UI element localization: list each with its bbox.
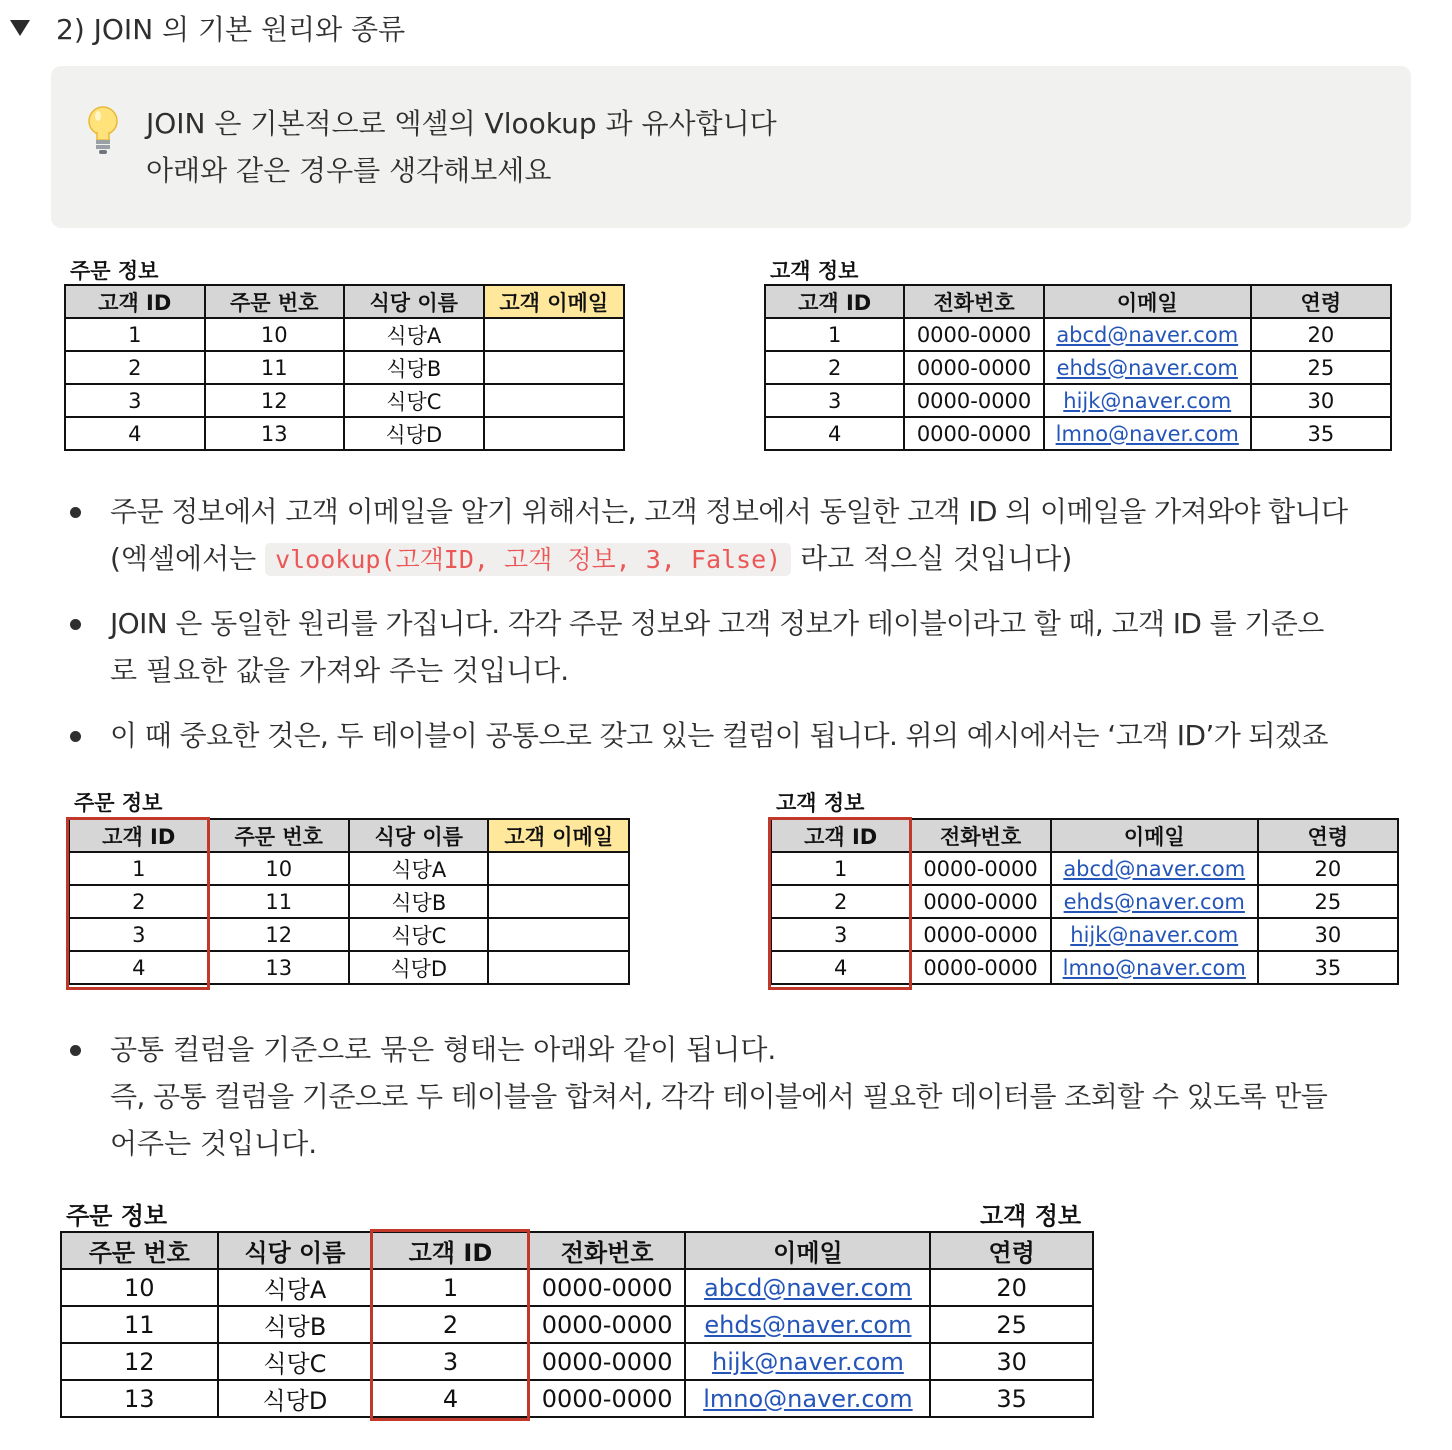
table-row <box>771 951 1398 984</box>
table-row <box>765 417 1391 450</box>
cell <box>488 885 629 918</box>
orders-table-keyed <box>68 818 630 985</box>
col-header: 연령 <box>1258 819 1398 852</box>
cell: 12 <box>209 918 350 951</box>
cell <box>685 1380 930 1417</box>
email-link[interactable]: ehds@naver.com <box>1063 889 1245 914</box>
toggle-heading[interactable] <box>10 8 405 48</box>
bullet-item <box>70 712 1420 759</box>
cell: 2 <box>65 351 205 384</box>
table-header-row <box>69 819 629 852</box>
cell: 11 <box>61 1306 218 1343</box>
col-header: 이메일 <box>1044 285 1251 318</box>
cell: 10 <box>205 318 345 351</box>
table-header-row <box>771 819 1398 852</box>
bullet-text <box>110 1026 1420 1167</box>
table-row <box>61 1380 1093 1417</box>
cell: 25 <box>1258 885 1398 918</box>
col-header: 고객 ID <box>372 1232 529 1269</box>
cell <box>685 1306 930 1343</box>
cell: 0000-0000 <box>529 1306 686 1343</box>
cell: 0000-0000 <box>529 1343 686 1380</box>
joined-table <box>60 1231 1094 1418</box>
cell <box>1051 918 1258 951</box>
bullet-dot <box>70 1045 81 1056</box>
table-row <box>771 885 1398 918</box>
cell: 2 <box>765 351 904 384</box>
cell: 식당C <box>344 384 483 417</box>
customers-table-keyed <box>770 818 1399 985</box>
email-link[interactable]: ehds@naver.com <box>1056 355 1238 380</box>
table-header-row <box>765 285 1391 318</box>
cell <box>488 852 629 885</box>
cell: 20 <box>1258 852 1398 885</box>
toggle-triangle-icon[interactable] <box>10 20 30 36</box>
email-link[interactable]: hijk@naver.com <box>711 1347 904 1376</box>
col-header: 식당 이름 <box>218 1232 373 1269</box>
cell: 3 <box>372 1343 529 1380</box>
cell: 1 <box>771 852 910 885</box>
cell: 식당C <box>349 918 488 951</box>
email-link[interactable]: ehds@naver.com <box>704 1310 912 1339</box>
joined-caption-left: 주문 정보 <box>66 1202 168 1230</box>
cell: 식당D <box>349 951 488 984</box>
table-row <box>771 852 1398 885</box>
table-row <box>69 852 629 885</box>
cell: 식당A <box>344 318 483 351</box>
cell <box>488 918 629 951</box>
cell: 식당B <box>344 351 483 384</box>
cell: 2 <box>771 885 910 918</box>
cell <box>1044 351 1251 384</box>
bullet-dot <box>70 731 81 742</box>
cell: 35 <box>930 1380 1093 1417</box>
email-link[interactable]: abcd@naver.com <box>1056 322 1239 347</box>
col-header: 전화번호 <box>529 1232 686 1269</box>
cell: 4 <box>65 417 205 450</box>
cell: 20 <box>1251 318 1391 351</box>
cell: 식당D <box>218 1380 373 1417</box>
cell: 4 <box>372 1380 529 1417</box>
table-row <box>765 351 1391 384</box>
cell: 30 <box>1258 918 1398 951</box>
bullet-pre: (엑셀에서는 <box>110 542 257 575</box>
cell: 0000-0000 <box>904 417 1044 450</box>
cell: 식당A <box>218 1269 373 1306</box>
col-header-highlight: 고객 이메일 <box>484 285 625 318</box>
col-header: 전화번호 <box>910 819 1051 852</box>
cell: 10 <box>209 852 350 885</box>
cell: 4 <box>771 951 910 984</box>
toggle-title: 2) JOIN 의 기본 원리와 종류 <box>56 13 406 46</box>
col-header: 식당 이름 <box>344 285 483 318</box>
inline-code: vlookup(고객ID, 고객 정보, 3, False) <box>265 543 791 576</box>
bullet-line: 로 필요한 값을 가져와 주는 것입니다. <box>110 654 570 687</box>
cell: 1 <box>372 1269 529 1306</box>
bullet-item <box>70 600 1420 694</box>
cell <box>484 384 625 417</box>
cell <box>1051 852 1258 885</box>
table-row <box>65 351 624 384</box>
cell: 3 <box>771 918 910 951</box>
cell: 4 <box>765 417 904 450</box>
cell <box>488 951 629 984</box>
cell: 10 <box>61 1269 218 1306</box>
bullet-dot <box>70 619 81 630</box>
cell: 12 <box>205 384 345 417</box>
cell <box>685 1269 930 1306</box>
cell: 3 <box>65 384 205 417</box>
cell <box>1044 384 1251 417</box>
cell: 30 <box>1251 384 1391 417</box>
col-header: 주문 번호 <box>205 285 345 318</box>
bullet-post: 라고 적으실 것입니다) <box>800 542 1073 575</box>
orders-caption: 주문 정보 <box>70 259 159 283</box>
cell <box>685 1343 930 1380</box>
cell: 11 <box>209 885 350 918</box>
cell: 0000-0000 <box>904 351 1044 384</box>
col-header: 고객 ID <box>771 819 910 852</box>
col-header: 주문 번호 <box>61 1232 218 1269</box>
bullet-item <box>70 488 1420 582</box>
bullet-text <box>110 712 1420 759</box>
bullet-text <box>110 488 1420 583</box>
table-row <box>765 384 1391 417</box>
table-row <box>61 1269 1093 1306</box>
table-row <box>69 951 629 984</box>
cell <box>1044 318 1251 351</box>
cell: 12 <box>61 1343 218 1380</box>
cell <box>484 417 625 450</box>
bullet-line <box>110 535 1420 583</box>
cell: 3 <box>69 918 209 951</box>
table-row <box>65 417 624 450</box>
cell: 식당D <box>344 417 483 450</box>
customers-table <box>764 284 1392 451</box>
col-header: 고객 ID <box>69 819 209 852</box>
table-row <box>61 1306 1093 1343</box>
bullet-line: 즉, 공통 컬럼을 기준으로 두 테이블을 합쳐서, 각각 테이블에서 필요한 데이터를 조회할 수 있도록 만들 <box>110 1080 1328 1113</box>
col-header: 고객 ID <box>65 285 205 318</box>
callout <box>51 66 1411 228</box>
cell: 13 <box>205 417 345 450</box>
table-row <box>69 885 629 918</box>
bullet-line: JOIN 은 동일한 원리를 가집니다. 각각 주문 정보와 고객 정보가 테이블이라고 할 때, 고객 ID 를 기준으 <box>110 607 1324 640</box>
callout-line-1: JOIN 은 기본적으로 엑셀의 Vlookup 과 유사합니다 <box>146 107 777 140</box>
customers-caption: 고객 정보 <box>770 259 859 283</box>
email-link[interactable]: hijk@naver.com <box>1063 388 1232 413</box>
cell: 4 <box>69 951 209 984</box>
bullet-line: 공통 컬럼을 기준으로 묶은 형태는 아래와 같이 됩니다. <box>110 1033 777 1066</box>
email-link[interactable]: abcd@naver.com <box>704 1273 912 1302</box>
table-header-row <box>65 285 624 318</box>
bullet-line: 어주는 것입니다. <box>110 1127 318 1160</box>
cell: 식당B <box>349 885 488 918</box>
bullet-text <box>110 600 1420 694</box>
email-link[interactable]: lmno@naver.com <box>1055 421 1239 446</box>
cell: 0000-0000 <box>904 318 1044 351</box>
cell: 13 <box>209 951 350 984</box>
orders-caption-2: 주문 정보 <box>74 791 163 815</box>
callout-line-2: 아래와 같은 경우를 생각해보세요 <box>146 154 552 187</box>
cell: 0000-0000 <box>910 852 1051 885</box>
cell: 0000-0000 <box>529 1269 686 1306</box>
cell: 13 <box>61 1380 218 1417</box>
table-row <box>61 1343 1093 1380</box>
lightbulb-icon <box>85 104 121 158</box>
col-header: 이메일 <box>1051 819 1258 852</box>
table-row <box>771 918 1398 951</box>
email-link[interactable]: hijk@naver.com <box>1070 922 1239 947</box>
col-header: 식당 이름 <box>349 819 488 852</box>
cell: 30 <box>930 1343 1093 1380</box>
table-header-row <box>61 1232 1093 1269</box>
col-header: 주문 번호 <box>209 819 350 852</box>
cell: 11 <box>205 351 345 384</box>
cell: 0000-0000 <box>910 951 1051 984</box>
cell: 35 <box>1251 417 1391 450</box>
cell <box>1051 951 1258 984</box>
customers-caption-2: 고객 정보 <box>776 791 865 815</box>
cell: 0000-0000 <box>529 1380 686 1417</box>
table-row <box>65 384 624 417</box>
cell: 0000-0000 <box>904 384 1044 417</box>
bullet-dot <box>70 507 81 518</box>
cell: 35 <box>1258 951 1398 984</box>
email-link[interactable]: lmno@naver.com <box>703 1384 913 1413</box>
cell <box>1044 417 1251 450</box>
cell: 1 <box>69 852 209 885</box>
cell: 식당A <box>349 852 488 885</box>
col-header: 연령 <box>930 1232 1093 1269</box>
col-header: 고객 ID <box>765 285 904 318</box>
cell: 0000-0000 <box>910 885 1051 918</box>
cell: 0000-0000 <box>910 918 1051 951</box>
joined-caption-right: 고객 정보 <box>980 1202 1082 1230</box>
email-link[interactable]: lmno@naver.com <box>1062 955 1246 980</box>
col-header: 전화번호 <box>904 285 1044 318</box>
col-header: 이메일 <box>685 1232 930 1269</box>
cell: 1 <box>65 318 205 351</box>
cell: 2 <box>69 885 209 918</box>
cell: 1 <box>765 318 904 351</box>
orders-table <box>64 284 625 451</box>
cell: 2 <box>372 1306 529 1343</box>
cell: 식당B <box>218 1306 373 1343</box>
cell: 식당C <box>218 1343 373 1380</box>
bullet-line: 이 때 중요한 것은, 두 테이블이 공통으로 갖고 있는 컬럼이 됩니다. 위의 예시에서는 ‘고객 ID’가 되겠죠 <box>110 719 1328 752</box>
cell: 25 <box>930 1306 1093 1343</box>
col-header-highlight: 고객 이메일 <box>488 819 629 852</box>
bullet-item <box>70 1026 1420 1167</box>
cell: 3 <box>765 384 904 417</box>
table-row <box>65 318 624 351</box>
cell <box>1051 885 1258 918</box>
table-row <box>765 318 1391 351</box>
col-header: 연령 <box>1251 285 1391 318</box>
cell: 20 <box>930 1269 1093 1306</box>
bullet-line: 주문 정보에서 고객 이메일을 알기 위해서는, 고객 정보에서 동일한 고객 ID 의 이메일을 가져와야 합니다 <box>110 495 1348 528</box>
cell: 25 <box>1251 351 1391 384</box>
cell <box>484 318 625 351</box>
table-row <box>69 918 629 951</box>
cell <box>484 351 625 384</box>
email-link[interactable]: abcd@naver.com <box>1063 856 1246 881</box>
